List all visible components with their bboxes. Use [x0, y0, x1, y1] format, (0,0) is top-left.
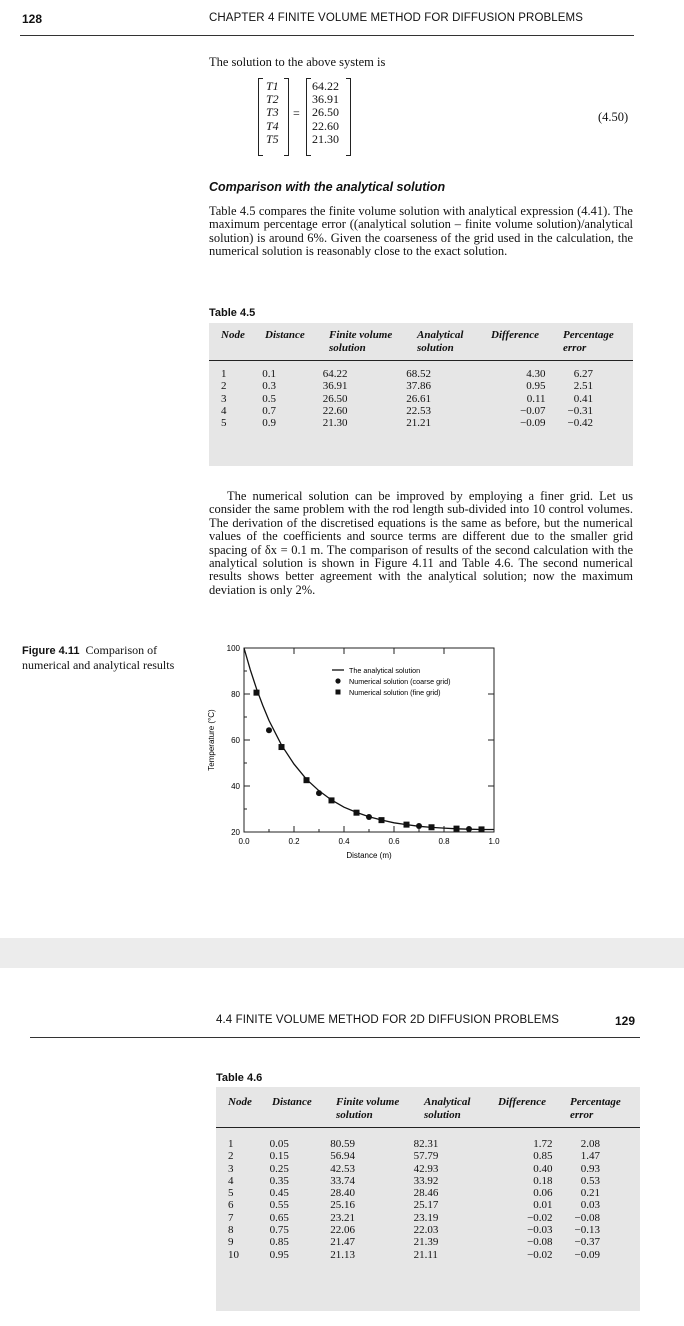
table-cell: 0.06: [533, 1187, 553, 1200]
table-cell: 8: [228, 1224, 234, 1237]
paragraph-comparison: Table 4.5 compares the finite volume solution with analytical expression (4.41). The maximum percentage error ((analytical solution – finite volume solution)/analytical solution) is around 6%. Given the coarseness of the grid used in the calculation, the numerical solution is reasonably close to the exact solution.: [209, 204, 633, 259]
table-rule: [209, 360, 633, 361]
table-4-5-label: Table 4.5: [209, 307, 256, 319]
table-cell: 64.22: [322, 368, 348, 380]
table-cell: 0.18: [533, 1174, 553, 1187]
table-cell: 2.51: [573, 380, 593, 393]
table-cell: 0.53: [580, 1174, 600, 1187]
y-axis-label: Temperature (°C): [207, 709, 216, 771]
table-cell: 33.74: [330, 1174, 355, 1187]
fine-grid-point: [429, 824, 435, 830]
table-cell: 21.30: [322, 417, 348, 430]
vector-labels: [266, 80, 279, 146]
table-cell: 33.92: [413, 1174, 439, 1187]
legend-entry: The analytical solution: [349, 665, 421, 675]
header-rule: [30, 1037, 640, 1038]
table-row: [216, 1199, 640, 1211]
table-cell: 2: [228, 1150, 234, 1163]
table-4-5: [209, 323, 633, 466]
vector-label: T3: [266, 105, 279, 120]
figure-4-11-chart: [200, 638, 510, 870]
coarse-grid-point: [316, 790, 322, 796]
table-cell: 42.53: [330, 1162, 355, 1175]
table-cell: 0.21: [580, 1187, 600, 1200]
table-row: [209, 417, 633, 429]
vector-label: T1: [266, 79, 279, 93]
x-tick-label: 0.6: [388, 837, 400, 846]
fine-grid-point: [454, 826, 460, 832]
chapter-title: CHAPTER 4 FINITE VOLUME METHOD FOR DIFFUSION PROBLEMS: [209, 12, 583, 24]
table-cell: −0.42: [567, 417, 593, 430]
page-number: 129: [615, 1014, 636, 1028]
table-row: [216, 1163, 640, 1175]
table-cell: 0.03: [580, 1199, 600, 1212]
table-cell: 22.60: [322, 404, 348, 417]
table-row: [216, 1187, 640, 1199]
table-cell: 10: [228, 1248, 239, 1261]
figure-label: Figure 4.11: [22, 645, 80, 657]
table-cell: 2.08: [580, 1138, 600, 1150]
table-cell: −0.09: [574, 1248, 600, 1261]
table-cell: 9: [228, 1236, 234, 1249]
table-cell: 1.47: [580, 1150, 600, 1163]
table-cell: −0.31: [567, 404, 593, 417]
table-cell: 0.40: [533, 1162, 553, 1175]
table-cell: 3: [221, 392, 227, 405]
table-header: Finite volume solution: [336, 1096, 400, 1121]
table-cell: 4: [221, 404, 227, 417]
table-4-6: [216, 1087, 640, 1311]
x-tick-label: 0.0: [238, 837, 250, 846]
solution-vector-equation: [258, 78, 358, 158]
table-row: [209, 393, 633, 405]
table-row: [209, 380, 633, 392]
x-axis-label: Distance (m): [346, 851, 392, 860]
y-tick-label: 60: [231, 736, 240, 745]
header-rule: [20, 35, 634, 36]
table-cell: −0.37: [574, 1236, 600, 1249]
table-header: Finite volume solution: [329, 329, 393, 354]
table-cell: 22.03: [413, 1224, 439, 1237]
table-cell: 21.21: [406, 417, 432, 430]
table-cell: 0.11: [526, 392, 546, 405]
table-header: Percentage error: [570, 1096, 621, 1121]
y-tick-label: 80: [231, 690, 240, 699]
page-gap: [0, 938, 684, 968]
table-cell: 0.65: [269, 1211, 289, 1224]
table-cell: 0.93: [580, 1162, 600, 1175]
equation-number: (4.50): [598, 110, 629, 124]
table-cell: 21.11: [413, 1248, 438, 1261]
table-cell: 6: [228, 1199, 234, 1212]
x-tick-label: 0.4: [338, 837, 350, 846]
table-rule: [216, 1127, 640, 1128]
vector-value: 22.60: [312, 118, 339, 133]
legend-entry: Numerical solution (coarse grid): [349, 676, 451, 686]
table-header: Distance: [272, 1096, 312, 1108]
analytical-solution-line: [244, 648, 494, 830]
section-subheading: Comparison with the analytical solution: [209, 180, 446, 194]
table-cell: 4.30: [526, 368, 546, 380]
table-cell: 22.06: [330, 1224, 355, 1237]
x-tick-label: 0.8: [438, 837, 450, 846]
fine-grid-point: [479, 826, 485, 832]
fine-grid-point: [254, 690, 260, 696]
table-cell: 21.13: [330, 1248, 355, 1261]
table-cell: −0.08: [527, 1236, 553, 1249]
table-row: [216, 1249, 640, 1261]
table-cell: 0.25: [269, 1162, 289, 1175]
table-cell: 0.7: [262, 404, 277, 417]
table-cell: 6.27: [573, 368, 593, 380]
equals-sign: =: [293, 106, 300, 120]
table-cell: 36.91: [322, 380, 348, 393]
table-cell: 2: [221, 380, 227, 393]
table-cell: 28.46: [413, 1187, 439, 1200]
table-row: [209, 405, 633, 417]
table-header: Node: [228, 1096, 252, 1108]
table-header: Difference: [491, 329, 540, 341]
table-cell: −0.13: [574, 1224, 600, 1237]
table-cell: 5: [228, 1187, 234, 1200]
section-title: 4.4 FINITE VOLUME METHOD FOR 2D DIFFUSION PROBLEMS: [216, 1014, 560, 1026]
table-row: [209, 368, 633, 380]
table-cell: 0.85: [269, 1236, 289, 1249]
y-tick-label: 20: [231, 828, 240, 837]
x-tick-label: 0.2: [288, 837, 300, 846]
y-tick-label: 100: [226, 644, 240, 653]
table-cell: 22.53: [406, 404, 432, 417]
fine-grid-point: [404, 822, 410, 828]
table-cell: −0.08: [574, 1211, 600, 1224]
table-header: Distance: [265, 329, 305, 341]
vector-value: 64.22: [312, 79, 339, 93]
table-header: Analytical solution: [417, 329, 464, 354]
coarse-grid-point: [416, 823, 422, 829]
table-cell: 37.86: [406, 380, 432, 393]
right-bracket: [284, 78, 289, 156]
fine-grid-point: [354, 810, 360, 816]
table-cell: 7: [228, 1211, 234, 1224]
coarse-grid-point: [266, 727, 272, 733]
table-cell: 0.95: [269, 1248, 289, 1261]
left-bracket: [258, 78, 263, 156]
table-cell: 42.93: [413, 1162, 439, 1175]
fine-grid-point: [304, 777, 310, 783]
table-row: [216, 1224, 640, 1236]
table-cell: 0.3: [262, 380, 277, 393]
table-row: [216, 1212, 640, 1224]
vector-value: 21.30: [312, 131, 339, 146]
fine-grid-point: [329, 797, 335, 803]
paragraph-finer-grid: The numerical solution can be improved by employing a finer grid. Let us consider the same problem with the rod length sub-divided into 10 control volumes. The derivation of the discretised equations is the same as before, but the numerical values of the coefficients and source terms are different due to the smaller grid spacing of δx = 0.1 m. The comparison of results of the second calculation with the analytical solution is shown in Figure 4.11 and Table 4.6. The second numerical results shows better agreement with the analytical solution; now the maximum deviation is only 2%.: [209, 489, 633, 597]
table-cell: 82.31: [413, 1138, 439, 1150]
table-cell: 0.85: [533, 1150, 553, 1163]
table-cell: 1: [228, 1138, 234, 1150]
table-cell: −0.02: [527, 1211, 553, 1224]
fine-grid-point: [279, 744, 285, 750]
coarse-grid-point: [466, 826, 472, 832]
table-cell: 0.35: [269, 1174, 289, 1187]
legend-square-marker: [336, 690, 341, 695]
table-cell: 23.19: [413, 1211, 439, 1224]
table-cell: 4: [228, 1174, 234, 1187]
table-cell: 0.05: [269, 1138, 289, 1150]
vector-label: T5: [266, 131, 279, 146]
table-cell: 0.95: [526, 380, 546, 393]
table-cell: −0.07: [520, 404, 546, 417]
table-cell: 0.1: [262, 368, 277, 380]
vector-label: T2: [266, 92, 279, 107]
solution-intro: The solution to the above system is: [209, 55, 386, 69]
table-cell: 0.9: [262, 417, 277, 430]
table-cell: 0.15: [269, 1150, 289, 1163]
table-cell: 21.47: [330, 1236, 355, 1249]
x-tick-label: 1.0: [488, 837, 500, 846]
table-header: Node: [221, 329, 245, 341]
table-cell: 5: [221, 417, 227, 430]
table-cell: 23.21: [330, 1211, 355, 1224]
table-cell: −0.02: [527, 1248, 553, 1261]
table-cell: 25.16: [330, 1199, 355, 1212]
table-cell: 25.17: [413, 1199, 439, 1212]
table-cell: −0.03: [527, 1224, 553, 1237]
table-row: [216, 1138, 640, 1150]
page-number: 128: [22, 12, 43, 26]
table-header: Percentage error: [563, 329, 614, 354]
right-bracket: [346, 78, 351, 156]
table-cell: 26.50: [322, 392, 348, 405]
table-cell: −0.09: [520, 417, 546, 430]
table-cell: 0.41: [573, 392, 593, 405]
table-row: [216, 1175, 640, 1187]
vector-label: T4: [266, 118, 279, 133]
table-row: [216, 1150, 640, 1162]
legend-entry: Numerical solution (fine grid): [349, 687, 441, 697]
vector-values: [312, 80, 339, 146]
table-cell: 80.59: [330, 1138, 355, 1150]
table-cell: 0.01: [533, 1199, 553, 1212]
vector-value: 26.50: [312, 105, 339, 120]
table-cell: 0.45: [269, 1187, 289, 1200]
legend-circle-marker: [335, 678, 340, 683]
plot-frame: [244, 648, 494, 832]
figure-caption-text: Comparison of numerical and analytical results: [22, 643, 175, 672]
y-tick-label: 40: [231, 782, 240, 791]
vector-value: 36.91: [312, 92, 339, 107]
table-row: [216, 1236, 640, 1248]
table-cell: 68.52: [406, 368, 432, 380]
table-cell: 3: [228, 1162, 234, 1175]
table-cell: 26.61: [406, 392, 432, 405]
table-cell: 0.75: [269, 1224, 289, 1237]
table-cell: 1: [221, 368, 227, 380]
figure-caption: [22, 643, 192, 672]
table-4-6-label: Table 4.6: [216, 1072, 263, 1084]
table-header: Difference: [498, 1096, 547, 1108]
table-cell: 57.79: [413, 1150, 439, 1163]
fine-grid-point: [379, 817, 385, 823]
table-cell: 28.40: [330, 1187, 355, 1200]
coarse-grid-point: [366, 814, 372, 820]
left-bracket: [306, 78, 311, 156]
table-cell: 21.39: [413, 1236, 439, 1249]
table-header: Analytical solution: [424, 1096, 471, 1121]
table-cell: 56.94: [330, 1150, 355, 1163]
table-cell: 0.55: [269, 1199, 289, 1212]
table-cell: 1.72: [533, 1138, 553, 1150]
table-cell: 0.5: [262, 392, 277, 405]
